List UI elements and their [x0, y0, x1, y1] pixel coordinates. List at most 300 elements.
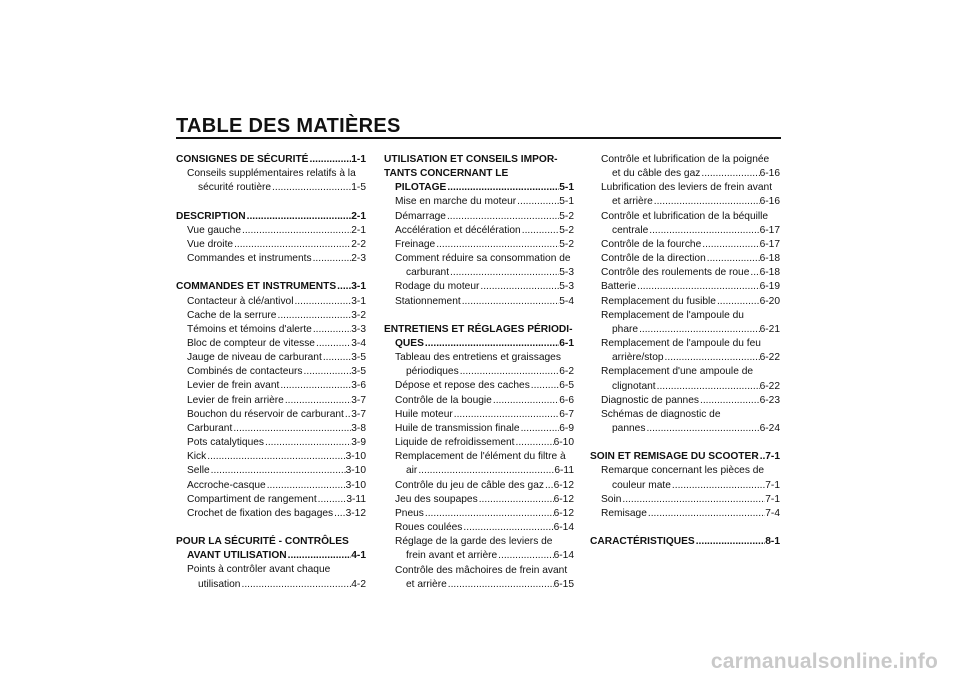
toc-page-number: 3-5	[351, 352, 366, 364]
toc-entry-label: Jeu des soupapes	[395, 493, 478, 505]
toc-page-number: 4-1	[351, 550, 366, 562]
toc-entry-label: Contrôle et lubrification de la poignée	[601, 154, 770, 165]
toc-entry-line	[590, 535, 780, 549]
toc-entry-label: Commandes et instruments	[187, 253, 312, 265]
toc-entry-label: air	[406, 465, 418, 477]
toc-entry[interactable]	[590, 394, 780, 408]
toc-page-number: 5-1	[559, 196, 574, 208]
toc-page-number: 3-1	[351, 281, 366, 293]
toc-entry-label: Contrôle de la fourche	[601, 238, 702, 250]
toc-page-number: 8-1	[765, 536, 780, 548]
toc-entry-label: phare	[612, 323, 639, 335]
dot-leader	[520, 422, 560, 436]
dot-leader	[749, 266, 759, 280]
toc-entry-label: Réglage de la garde des leviers de	[395, 536, 553, 548]
toc-entry-label: Démarrage	[395, 210, 446, 222]
toc-entry-line	[187, 295, 366, 309]
toc-entry-label: Freinage	[395, 238, 436, 250]
toc-page-number: 5-1	[559, 182, 574, 194]
toc-entry-line	[187, 464, 366, 478]
toc-page-number: 7-4	[765, 507, 780, 519]
dot-leader	[621, 493, 765, 507]
toc-page-number: 3-7	[351, 408, 366, 420]
toc-entry-line	[395, 224, 574, 238]
toc-entry-label: Accroche-casque	[187, 479, 266, 491]
toc-entry-label: Bouchon du réservoir de carburant	[187, 408, 344, 420]
toc-page-number: 7-1	[765, 451, 780, 463]
toc-entry-label: arrière/stop	[612, 352, 664, 364]
toc-entry-line	[187, 408, 366, 422]
toc-entry-line	[395, 521, 574, 535]
toc-entry-label: carburant	[406, 267, 450, 279]
toc-entry-label: Levier de frein avant	[187, 380, 280, 392]
dot-leader	[492, 394, 559, 408]
toc-entry-label: Contrôle des mâchoires de frein avant	[395, 564, 568, 576]
toc-page-number: 7-1	[765, 479, 780, 491]
toc-entry[interactable]	[176, 479, 366, 493]
toc-page-number: 6-19	[759, 281, 780, 293]
dot-leader	[417, 464, 554, 478]
toc-entry-label: Diagnostic de pannes	[601, 394, 699, 406]
dot-leader	[706, 252, 760, 266]
toc-entry[interactable]	[384, 238, 574, 252]
toc-page-number: 3-12	[345, 507, 366, 519]
dot-leader	[435, 238, 559, 252]
toc-page-number: 6-10	[553, 437, 574, 449]
toc-page-number: 6-12	[553, 479, 574, 491]
toc-entry-label: Batterie	[601, 281, 637, 293]
dot-leader	[264, 436, 351, 450]
dot-leader	[701, 238, 759, 252]
dot-leader	[695, 535, 766, 549]
toc-entry-label: Lubrification des leviers de frein avant	[601, 182, 773, 194]
dot-leader	[521, 224, 560, 238]
toc-entry[interactable]	[176, 436, 366, 450]
toc-entry-line	[395, 295, 574, 309]
toc-entry[interactable]	[590, 493, 780, 507]
toc-entry[interactable]	[590, 153, 780, 181]
toc-entry[interactable]	[590, 252, 780, 266]
toc-entry[interactable]	[590, 266, 780, 280]
toc-page-number: 2-3	[351, 253, 366, 265]
toc-entry-line	[187, 379, 366, 393]
dot-leader	[446, 181, 559, 195]
toc-entry-line	[395, 464, 574, 478]
toc-entry-line	[601, 493, 780, 507]
toc-entry-label: Soin	[601, 493, 622, 505]
dot-leader	[447, 578, 554, 592]
toc-entry[interactable]	[384, 280, 574, 294]
toc-page-number: 5-2	[559, 210, 574, 222]
toc-entry[interactable]	[384, 195, 574, 209]
toc-entry-line	[601, 422, 780, 436]
dot-leader	[271, 181, 351, 195]
toc-entry[interactable]	[384, 323, 574, 351]
toc-page-number: 3-11	[346, 493, 366, 505]
watermark-footer: carmanualsonline.info	[710, 650, 938, 673]
toc-entry-label: périodiques	[406, 366, 459, 378]
toc-entry-label: Mise en marche du moteur	[395, 196, 517, 208]
toc-entry[interactable]	[176, 252, 366, 266]
toc-entry-line	[601, 295, 780, 309]
toc-page-number: 6-23	[759, 394, 780, 406]
toc-entry-line	[395, 507, 574, 521]
toc-entry-line	[601, 280, 780, 294]
toc-entry[interactable]	[176, 224, 366, 238]
dot-leader	[315, 337, 351, 351]
toc-entry[interactable]	[384, 295, 574, 309]
toc-entry[interactable]	[590, 210, 780, 238]
toc-entry[interactable]	[590, 181, 780, 209]
toc-entry[interactable]	[384, 153, 574, 195]
toc-entry[interactable]	[384, 351, 574, 379]
toc-entry-line	[395, 493, 574, 507]
toc-entry-label: TANTS CONCERNANT LE	[384, 168, 509, 180]
toc-entry[interactable]	[590, 365, 780, 393]
toc-page-number: 6-11	[554, 465, 574, 477]
toc-entry-label: Carburant	[187, 422, 233, 434]
toc-entry[interactable]	[384, 224, 574, 238]
toc-entry-line	[395, 549, 574, 563]
toc-page-number: 6-2	[559, 366, 574, 378]
dot-leader	[344, 408, 351, 422]
toc-entry-label: Schémas de diagnostic de	[601, 408, 721, 420]
toc-entry-label: Contrôle des roulements de roue	[601, 267, 750, 279]
toc-entry-line	[187, 181, 366, 195]
toc-entry-line	[187, 479, 366, 493]
toc-entry-label: Témoins et témoins d'alerte	[187, 323, 312, 335]
dot-leader	[241, 224, 351, 238]
toc-entry-line	[601, 323, 780, 337]
toc-entry-label: Selle	[187, 465, 210, 477]
title-underline	[176, 137, 781, 139]
dot-leader	[246, 210, 352, 224]
toc-page-number: 3-10	[345, 451, 366, 463]
toc-entry-label: Remplacement de l'ampoule du	[601, 309, 744, 321]
dot-leader	[336, 280, 351, 294]
toc-entry-line	[187, 337, 366, 351]
toc-entry-line	[176, 549, 366, 563]
toc-entry-label: Pneus	[395, 507, 424, 519]
toc-entry[interactable]	[590, 464, 780, 492]
dot-leader	[293, 295, 351, 309]
toc-page-number: 5-3	[559, 281, 574, 293]
toc-entry[interactable]	[590, 507, 780, 521]
toc-page-number: 3-1	[351, 295, 366, 307]
dot-leader	[240, 578, 351, 592]
toc-page-number: 3-5	[351, 366, 366, 378]
toc-entry[interactable]	[590, 309, 780, 337]
toc-entry-line	[601, 394, 780, 408]
dot-leader	[276, 309, 351, 323]
dot-leader	[303, 365, 352, 379]
toc-entry[interactable]	[176, 408, 366, 422]
toc-entry[interactable]	[384, 479, 574, 493]
toc-entry[interactable]	[590, 408, 780, 436]
toc-entry[interactable]	[384, 210, 574, 224]
toc-page-number: 3-9	[351, 437, 366, 449]
toc-entry-line	[601, 224, 780, 238]
toc-entry[interactable]	[176, 309, 366, 323]
dot-leader	[647, 507, 765, 521]
dot-leader	[461, 295, 560, 309]
toc-page-number: 6-20	[759, 295, 780, 307]
toc-entry[interactable]	[590, 337, 780, 365]
toc-entry-label: DESCRIPTION	[176, 210, 246, 222]
toc-entry[interactable]	[384, 564, 574, 592]
toc-entry-line	[187, 422, 366, 436]
dot-leader	[279, 379, 351, 393]
dot-leader	[653, 195, 760, 209]
toc-entry-line	[601, 195, 780, 209]
toc-page-number: 4-2	[351, 578, 366, 590]
toc-entry-line	[395, 195, 574, 209]
toc-page-number: 3-2	[351, 309, 366, 321]
toc-entry[interactable]	[176, 379, 366, 393]
toc-entry[interactable]	[590, 280, 780, 294]
toc-entry-line	[395, 578, 574, 592]
toc-entry-label: Conseils supplémentaires relatifs à la	[187, 168, 356, 180]
toc-entry-line	[187, 309, 366, 323]
toc-page-number: 6-22	[759, 352, 780, 364]
toc-entry[interactable]	[176, 295, 366, 309]
dot-leader	[446, 210, 559, 224]
dot-leader	[671, 479, 765, 493]
toc-entry-label: Huile moteur	[395, 408, 453, 420]
dot-leader	[333, 507, 345, 521]
toc-entry[interactable]	[384, 379, 574, 393]
toc-entry-line	[395, 394, 574, 408]
toc-entry-label: et arrière	[612, 196, 653, 208]
toc-entry[interactable]	[176, 394, 366, 408]
toc-page-number: 6-1	[559, 338, 574, 350]
toc-entry[interactable]	[384, 408, 574, 422]
toc-entry-line	[395, 280, 574, 294]
toc-entry[interactable]	[384, 422, 574, 436]
toc-entry-line	[395, 266, 574, 280]
toc-entry-line	[601, 167, 780, 181]
toc-entry[interactable]	[590, 295, 780, 309]
toc-entry[interactable]	[384, 521, 574, 535]
dot-leader	[287, 549, 352, 563]
dot-leader	[284, 394, 351, 408]
toc-entry-line	[187, 252, 366, 266]
toc-entry[interactable]	[590, 535, 780, 549]
toc-page-number: 6-17	[759, 224, 780, 236]
page-title: TABLE DES MATIÈRES	[176, 115, 401, 137]
toc-page-number: 2-1	[351, 224, 366, 236]
dot-leader	[449, 266, 559, 280]
dot-leader	[308, 153, 351, 167]
toc-page-number: 6-21	[759, 323, 780, 335]
toc-entry-label: Accélération et décélération	[395, 224, 521, 236]
dot-leader	[648, 224, 759, 238]
toc-page-number: 1-1	[351, 154, 366, 165]
toc-entry-line	[395, 422, 574, 436]
toc-entry-label: Levier de frein arrière	[187, 394, 284, 406]
dot-leader	[700, 167, 759, 181]
toc-entry[interactable]	[384, 252, 574, 280]
toc-entry[interactable]	[176, 535, 366, 563]
toc-entry-label: Crochet de fixation des bagages	[187, 507, 334, 519]
toc-entry-line	[601, 507, 780, 521]
toc-entry-line	[187, 436, 366, 450]
toc-page-number: 6-6	[559, 394, 574, 406]
dot-leader	[759, 450, 766, 464]
dot-leader	[424, 337, 559, 351]
dot-leader	[312, 323, 351, 337]
toc-entry[interactable]	[590, 450, 780, 464]
toc-entry[interactable]	[384, 535, 574, 563]
toc-entry-line	[395, 479, 574, 493]
toc-entry-line	[187, 450, 366, 464]
toc-page-number: 2-1	[351, 210, 366, 222]
toc-entry[interactable]	[384, 450, 574, 478]
toc-entry[interactable]	[176, 450, 366, 464]
dot-leader	[699, 394, 760, 408]
dot-leader	[645, 422, 759, 436]
dot-leader	[453, 408, 560, 422]
toc-entry-line	[187, 238, 366, 252]
toc-entry[interactable]	[384, 507, 574, 521]
dot-leader	[206, 450, 345, 464]
dot-leader	[317, 493, 347, 507]
toc-entry-label: Remarque concernant les pièces de	[601, 465, 765, 477]
dot-leader	[232, 422, 351, 436]
toc-entry[interactable]	[384, 436, 574, 450]
toc-page-number: 3-3	[351, 323, 366, 335]
toc-entry-label: Contrôle de la direction	[601, 253, 706, 265]
toc-entry[interactable]	[176, 563, 366, 591]
toc-entry-label: Bloc de compteur de vitesse	[187, 338, 315, 349]
dot-leader	[266, 479, 346, 493]
toc-entry-label: Remplacement de l'élément du filtre à	[395, 451, 566, 463]
toc-entry[interactable]	[590, 238, 780, 252]
toc-entry-line	[395, 408, 574, 422]
toc-page-number: 6-18	[759, 267, 780, 279]
toc-page-number: 6-12	[553, 507, 574, 519]
toc-page-number: 6-24	[759, 422, 780, 434]
toc-entry-line	[176, 153, 366, 167]
toc-entry[interactable]	[176, 153, 366, 167]
toc-entry[interactable]	[176, 337, 366, 351]
toc-entry-label: SOIN ET REMISAGE DU SCOOTER	[590, 451, 759, 463]
toc-entry-label: Compartiment de rangement	[187, 493, 317, 505]
toc-entry-label: Remplacement d'une ampoule de	[601, 366, 754, 378]
toc-page-number: 6-15	[553, 578, 574, 590]
toc-entry-label: Combinés de contacteurs	[187, 366, 303, 378]
toc-entry-label: Tableau des entretiens et graissages	[395, 352, 561, 364]
toc-entry-line	[590, 450, 780, 464]
toc-page-number: 5-2	[559, 224, 574, 236]
toc-entry-line	[395, 238, 574, 252]
toc-entry-line	[176, 210, 366, 224]
toc-entry-line	[395, 365, 574, 379]
toc-column-1	[176, 153, 366, 592]
toc-entry-label: ENTRETIENS ET RÉGLAGES PÉRIODI-	[384, 323, 573, 335]
toc-entry-label: POUR LA SÉCURITÉ - CONTRÔLES	[176, 536, 349, 548]
toc-entry-line	[187, 351, 366, 365]
dot-leader	[544, 479, 554, 493]
toc-entry-label: et du câble des gaz	[612, 168, 701, 180]
toc-entry-label: Remplacement du fusible	[601, 295, 716, 307]
toc-entry[interactable]	[176, 365, 366, 379]
toc-entry[interactable]	[176, 210, 366, 224]
toc-entry-label: Kick	[187, 451, 207, 463]
toc-page-number: 5-4	[559, 295, 574, 307]
toc-entry-label: sécurité routière	[198, 182, 272, 194]
toc-entry-line	[187, 365, 366, 379]
toc-entry-label: Remisage	[601, 507, 647, 519]
toc-entry-label: centrale	[612, 224, 649, 236]
dot-leader	[636, 280, 760, 294]
toc-entry[interactable]	[176, 422, 366, 436]
toc-entry-label: CONSIGNES DE SÉCURITÉ	[176, 154, 309, 165]
toc-page-number: 6-14	[553, 522, 574, 534]
toc-entry[interactable]	[176, 464, 366, 478]
toc-entry-label: Points à contrôler avant chaque	[187, 564, 331, 576]
toc-entry-label: AVANT UTILISATION	[187, 550, 287, 562]
toc-page-number: 3-10	[345, 479, 366, 491]
toc-entry-label: Cache de la serrure	[187, 309, 277, 321]
toc-entry-label: Roues coulées	[395, 522, 463, 534]
toc-entry-line	[601, 252, 780, 266]
toc-page-number: 6-14	[553, 550, 574, 562]
toc-entry-label: QUES	[395, 338, 424, 350]
toc-entry-line	[601, 479, 780, 493]
dot-leader	[515, 436, 554, 450]
toc-entry-label: Contrôle et lubrification de la béquille	[601, 210, 769, 222]
dot-leader	[479, 280, 559, 294]
toc-page-number: 6-16	[759, 168, 780, 180]
dot-leader	[478, 493, 554, 507]
toc-entry-label: UTILISATION ET CONSEILS IMPOR-	[384, 154, 558, 165]
toc-entry-label: frein avant et arrière	[406, 550, 498, 562]
toc-entry-label: COMMANDES ET INSTRUMENTS	[176, 281, 337, 293]
toc-entry[interactable]	[176, 323, 366, 337]
toc-entry[interactable]	[176, 493, 366, 507]
toc-page-number: 5-3	[559, 267, 574, 279]
toc-entry[interactable]	[176, 351, 366, 365]
toc-entry-line	[187, 493, 366, 507]
toc-entry-label: utilisation	[198, 578, 241, 590]
toc-entry-label: et arrière	[406, 578, 447, 590]
toc-entry-label: Comment réduire sa consommation de	[395, 253, 571, 265]
toc-entry[interactable]	[176, 280, 366, 294]
dot-leader	[516, 195, 559, 209]
toc-entry-line	[187, 224, 366, 238]
toc-entry-label: Rodage du moteur	[395, 281, 480, 293]
toc-page-number: 6-18	[759, 253, 780, 265]
toc-entry-line	[601, 266, 780, 280]
toc-entry[interactable]	[384, 493, 574, 507]
toc-column-2	[384, 153, 574, 592]
dot-leader	[210, 464, 346, 478]
toc-entry[interactable]	[176, 167, 366, 195]
toc-page-number: 3-10	[345, 465, 366, 477]
dot-leader	[459, 365, 560, 379]
toc-entry[interactable]	[176, 507, 366, 521]
toc-page-number: 6-17	[759, 238, 780, 250]
dot-leader	[322, 351, 351, 365]
toc-entry-label: Jauge de niveau de carburant	[187, 352, 322, 364]
toc-entry[interactable]	[384, 394, 574, 408]
toc-page-number: 6-12	[553, 493, 574, 505]
dot-leader	[312, 252, 352, 266]
toc-entry[interactable]	[176, 238, 366, 252]
toc-page-number: 3-6	[351, 380, 366, 392]
toc-page-number: 6-7	[559, 408, 574, 420]
